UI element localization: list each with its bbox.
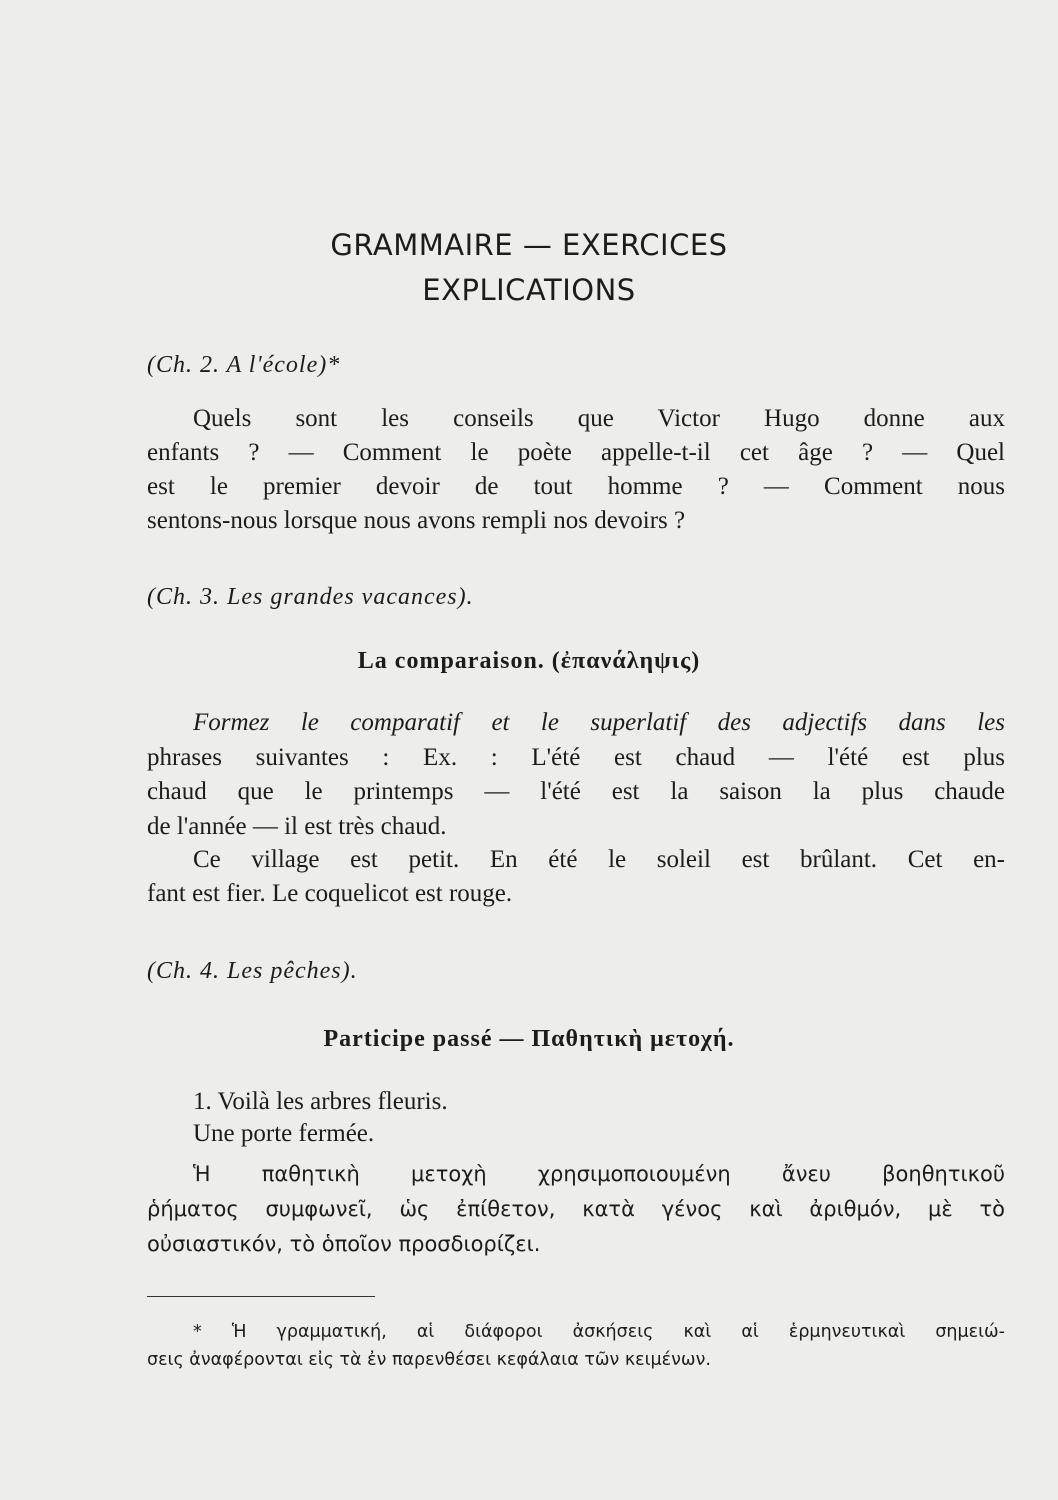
paragraph-line: phrases suivantes : Ex. : L'été est chaud — l'été est plus bbox=[147, 744, 1005, 771]
greek-line: Ἡ παθητικὴ μετοχὴ χρησιμοποιουμένη ἄνευ βοηθητικοῦ bbox=[193, 1162, 1005, 1186]
section-heading-ch3: (Ch. 3. Les grandes vacances). bbox=[147, 584, 474, 610]
paragraph-line: enfants ? — Comment le poète appelle-t-il cet âge ? — Quel bbox=[147, 439, 1005, 466]
footnote-line: * Ἡ γραμματική, αἱ διάφοροι ἀσκήσεις καὶ αἱ ἑρμηνευτικαὶ σημειώ- bbox=[193, 1322, 1005, 1342]
page-title-line-2: EXPLICATIONS bbox=[422, 273, 636, 307]
footnote-line: σεις ἀναφέρονται εἰς τὰ ἐν παρενθέσει κεφάλαια τῶν κειμένων. bbox=[147, 1350, 711, 1370]
greek-line: ῥήματος συμφωνεῖ, ὡς ἐπίθετον, κατὰ γένος καὶ ἀριθμόν, μὲ τὸ bbox=[147, 1197, 1005, 1221]
page-title-line-1: GRAMMAIRE — EXERCICES bbox=[330, 228, 728, 262]
instruction-line: Formez le comparatif et le superlatif des adjectifs dans les bbox=[193, 709, 1005, 736]
paragraph-line: fant est fier. Le coquelicot est rouge. bbox=[147, 880, 513, 907]
paragraph-line: de l'année — il est très chaud. bbox=[147, 813, 447, 840]
footnote-divider bbox=[147, 1296, 375, 1297]
paragraph-line: Quels sont les conseils que Victor Hugo donne aux bbox=[193, 405, 1005, 432]
paragraph-line: Ce village est petit. En été le soleil est brûlant. Cet en- bbox=[193, 846, 1005, 873]
section-heading-ch4: (Ch. 4. Les pêches). bbox=[147, 958, 358, 984]
paragraph-line: est le premier devoir de tout homme ? — Comment nous bbox=[147, 473, 1005, 500]
example-line: 1. Voilà les arbres fleuris. bbox=[193, 1088, 448, 1115]
paragraph-line: sentons-nous lorsque nous avons rempli nos devoirs ? bbox=[147, 507, 686, 534]
example-line: Une porte fermée. bbox=[193, 1120, 375, 1147]
section-heading-ch2: (Ch. 2. A l'école)* bbox=[147, 352, 341, 378]
paragraph-line: chaud que le printemps — l'été est la saison la plus chaude bbox=[147, 778, 1005, 805]
subheading-comparaison: La comparaison. (ἐπανάληψις) bbox=[357, 648, 701, 674]
subheading-participe: Participe passé — Παθητικὴ μετοχή. bbox=[323, 1026, 735, 1052]
greek-line: οὐσιαστικόν, τὸ ὁποῖον προσδιορίζει. bbox=[147, 1232, 541, 1256]
